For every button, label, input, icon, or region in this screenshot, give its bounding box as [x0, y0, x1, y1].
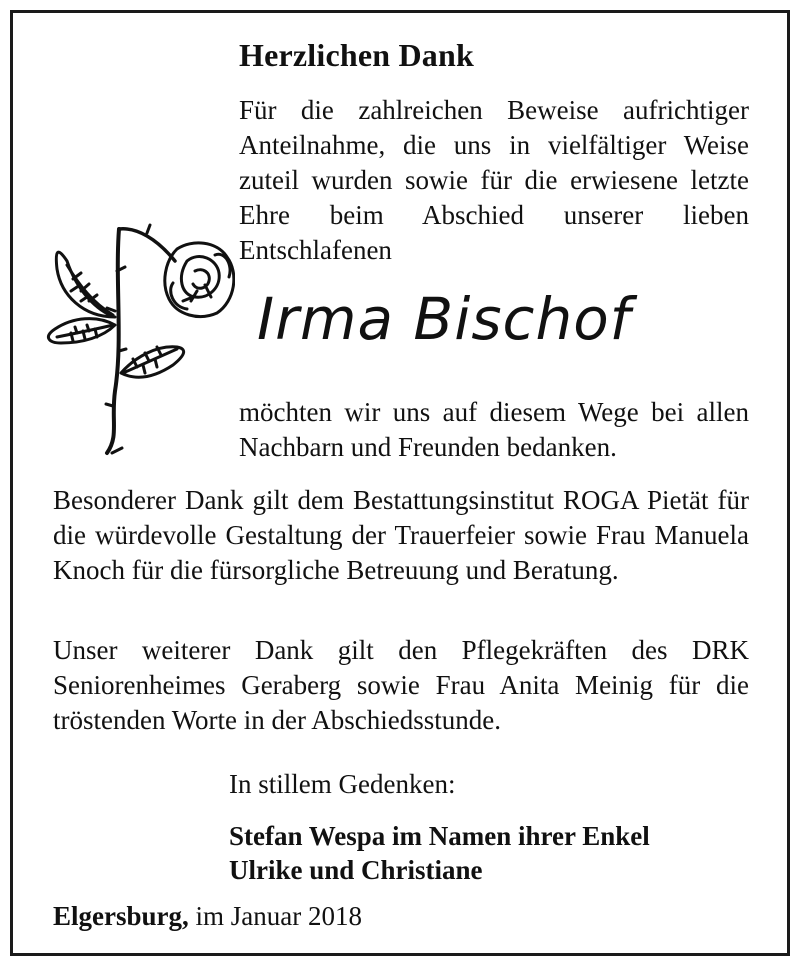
special-thanks-paragraph: Besonderer Dank gilt dem Bestattungsinstitut ROGA Pietät für die würdevolle Gestaltung der Trauerfeier sowie Frau Manuela Knoch für die fürsorgliche Betreuung und Beratung.: [53, 485, 749, 585]
remembrance-line: In stillem Gedenken:: [229, 769, 456, 799]
signer-line: Stefan Wespa im Namen ihrer Enkel: [229, 821, 650, 851]
signers-block: [229, 819, 650, 887]
further-thanks-paragraph: Unser weiterer Dank gilt den Pflegekräften des DRK Seniorenheimes Geraberg sowie Frau Anita Meinig für die tröstenden Worte in der Abschiedsstunde.: [53, 635, 749, 735]
deceased-name: Irma Bischof: [257, 285, 632, 353]
thanks-paragraph: möchten wir uns auf diesem Wege bei allen Nachbarn und Freunden bedanken.: [239, 397, 749, 462]
intro-paragraph: Für die zahlreichen Beweise aufrichtiger Anteilnahme, die uns in vielfältiger Weise zuteil wurden sowie für die erwiesene letzte Ehre beim Abschied unserer lieben Entschlafenen: [239, 95, 749, 265]
place-date-line: [53, 901, 362, 932]
place-name: Elgersburg,: [53, 901, 189, 931]
notice-heading: Herzlichen Dank: [239, 37, 474, 73]
rose-icon: [27, 221, 235, 461]
obituary-notice: [10, 10, 790, 956]
signer-line: Ulrike und Christiane: [229, 855, 483, 885]
notice-date: im Januar 2018: [188, 901, 362, 931]
